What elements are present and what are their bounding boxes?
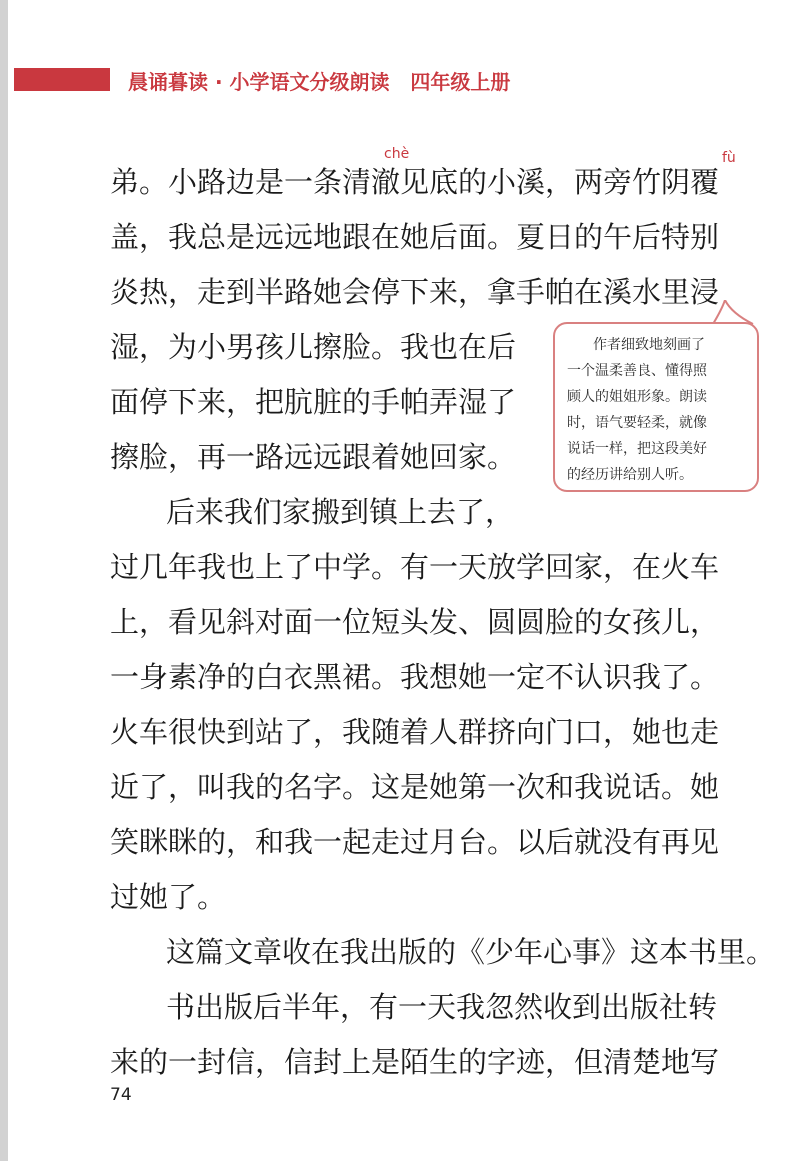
annotation-line: 说话一样，把这段美好: [567, 441, 707, 457]
body-line: 弟。小路边是一条清澈见底的小溪，两旁竹阴覆: [110, 165, 720, 199]
annotation-line: 时，语气要轻柔，就像: [567, 415, 707, 431]
body-line: 火车很快到站了，我随着人群挤向门口，她也走: [110, 715, 720, 749]
body-line: 炎热，走到半路她会停下来，拿手帕在溪水里浸: [110, 275, 720, 309]
body-line: 近了，叫我的名字。这是她第一次和我说话。她: [110, 770, 720, 804]
pinyin-fu: fù: [722, 150, 736, 166]
body-line: 这篇文章收在我出版的《少年心事》这本书里。: [166, 935, 776, 969]
grade-label: 四年级上册: [410, 70, 511, 94]
book-series-title: 晨诵暮读 · 小学语文分级朗读: [128, 70, 390, 94]
body-line: 盖，我总是远远地跟在她后面。夏日的午后特别: [110, 220, 720, 254]
body-line: 过她了。: [110, 880, 227, 914]
body-line: 来的一封信，信封上是陌生的字迹，但清楚地写: [110, 1045, 720, 1079]
body-line: 书出版后半年，有一天我忽然收到出版社转: [166, 990, 718, 1024]
annotation-box: [553, 322, 759, 492]
body-line: 面停下来，把肮脏的手帕弄湿了: [110, 385, 517, 419]
page-number: 74: [110, 1085, 132, 1105]
body-line: 擦脸，再一路远远跟着她回家。: [110, 440, 517, 474]
annotation-line: 一个温柔善良、懂得照: [567, 363, 707, 379]
annotation-line: 顾人的姐姐形象。朗读: [567, 389, 707, 405]
page-edge: [0, 0, 8, 1161]
annotation-line: 作者细致地刻画了: [593, 337, 705, 353]
pinyin-che: chè: [384, 146, 410, 162]
body-line: 后来我们家搬到镇上去了，: [166, 495, 515, 529]
body-line: 上，看见斜对面一位短头发、圆圆脸的女孩儿，: [110, 605, 720, 639]
header-accent-bar: [14, 68, 110, 91]
running-header: [128, 66, 510, 95]
body-line: 湿，为小男孩儿擦脸。我也在后: [110, 330, 517, 364]
annotation-line: 的经历讲给别人听。: [567, 467, 693, 483]
body-line: 过几年我也上了中学。有一天放学回家，在火车: [110, 550, 720, 584]
body-line: 笑眯眯的，和我一起走过月台。以后就没有再见: [110, 825, 720, 859]
body-line: 一身素净的白衣黑裙。我想她一定不认识我了。: [110, 660, 720, 694]
